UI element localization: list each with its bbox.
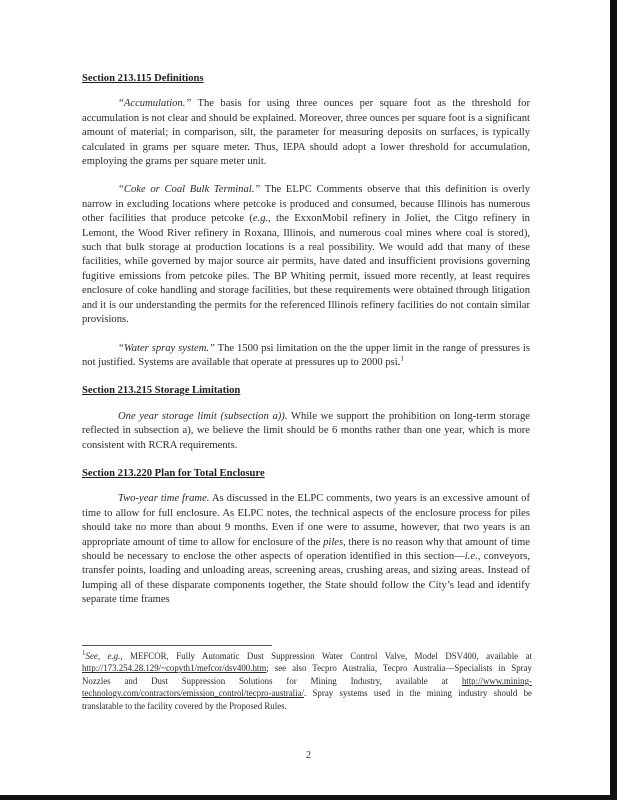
footnote-text-2: ; see also Tecpro Australia, Tecpro Australia—Specialists in Spray Nozzles and Dust Suppression Solutions for Mining Industry, available at [82,663,532,686]
page-number: 2 [306,750,311,761]
footnote-number: 1 [82,649,86,658]
footnote-text-3: . Spray systems used in the mining industry should be translatable to the facility covered by the Proposed Rules. [82,688,532,711]
text-accumulation: The basis for using three ounces per square foot as the threshold for accumulation is not clear and should be explained. Moreover, three ounces per square foot is a significant amount of material; in comparison, silt, the parameter for measuring deposits on surfaces, is typically calculated in grams per square meter. Thus, IEPA should adopt a lower threshold for accumulation, employing the grams per square meter unit. [82,98,530,168]
scan-edge-right [610,0,617,800]
eg-abbrev: e.g. [252,213,269,225]
footnote-text-1: , MEFCOR, Fully Automatic Dust Suppression Water Control Valve, Model DSV400, available at [120,651,532,661]
section-heading-definitions: Section 213.115 Definitions [82,73,204,84]
term-water-spray: “Water spray system.” [118,342,215,354]
text-two-year-c: , conveyors, transfer points, loading and unloading areas, screening areas, crushing areas, and sizing areas. Instead of lumping all of these disparate components together, the State should follow the City’s lead and identify separate time frames [82,550,530,606]
term-storage-limit: One year storage limit (subsection a)). [118,410,288,422]
text-two-year-b: , there is no reason why that amount of time should be necessary to enclose the other aspects of operation identified in this section— [82,536,531,562]
piles-word: piles [323,536,344,548]
term-two-year: Two-year time frame. [118,493,210,505]
footnote-reference[interactable]: 1 [400,354,404,363]
term-coke-terminal: “Coke or Coal Bulk Terminal.” [118,184,261,196]
footnote-link-mefcor[interactable]: http://173.254.28.129/~copyth1/mefcor/dsv400.htm [82,663,267,674]
paragraph-two-year [82,492,530,607]
ie-abbrev: i.e. [464,550,478,562]
text-water-spray: The 1500 psi limitation on the the upper limit in the range of pressures is not justified. Systems are available that operate at pressures up to 2000 psi. [82,342,530,368]
term-accumulation: “Accumulation.” [118,98,192,110]
paragraph-storage-limit [82,410,530,453]
footnote [82,650,532,712]
scan-edge-bottom [0,795,617,800]
paragraph-coke-terminal [82,183,530,327]
text-coke-terminal-a: The ELPC Comments observe that this definition is overly narrow in excluding locations where petcoke is produced and consumed, because Illinois has numerous other facilities that produce petcoke ( [82,184,530,225]
footnote-divider [82,645,272,646]
section-heading-storage: Section 213.215 Storage Limitation [82,385,241,397]
footnote-see: See, e.g. [85,651,121,661]
text-coke-terminal-b: , the ExxonMobil refinery in Joliet, the Citgo refinery in Lemont, the Wood River refinery in Roxana, Illinois, and numerous coal mines where coal is stored), such that bulk storage at production locations is a real possibility. We would add that many of these facilities, while governed by major source air permits, have dated and insufficient provisions governing fugitive emissions from petcoke piles. The BP Whiting permit, issued more recently, at least requires enclosure of coke handling and storage facilities, but these requirements were obtained through litigation and it is our understanding the permits for the referenced Illinois refinery facilities do not contain similar provisions. [82,213,530,326]
text-storage-limit: While we support the prohibition on long-term storage reflected in subsection a), we believe the limit should be 6 months rather than one year, which is more consistent with RCRA requirements. [82,410,530,451]
footnote-link-mining-technology[interactable]: http://www.mining-technology.com/contractors/emission_control/tecpro-australia/ [82,675,532,699]
paragraph-water-spray [82,342,530,371]
document-body [82,72,530,622]
paragraph-accumulation [82,97,530,169]
text-two-year-a: As discussed in the ELPC comments, two years is an excessive amount of time to allow for full enclosure. As ELPC notes, the technical aspects of the enclosure process for piles should take no more than about 9 months. Even if one were to assume, however, that two years is an appropriate amount of time to allow for enclosure of the [82,493,530,548]
section-heading-enclosure: Section 213.220 Plan for Total Enclosure [82,467,265,479]
